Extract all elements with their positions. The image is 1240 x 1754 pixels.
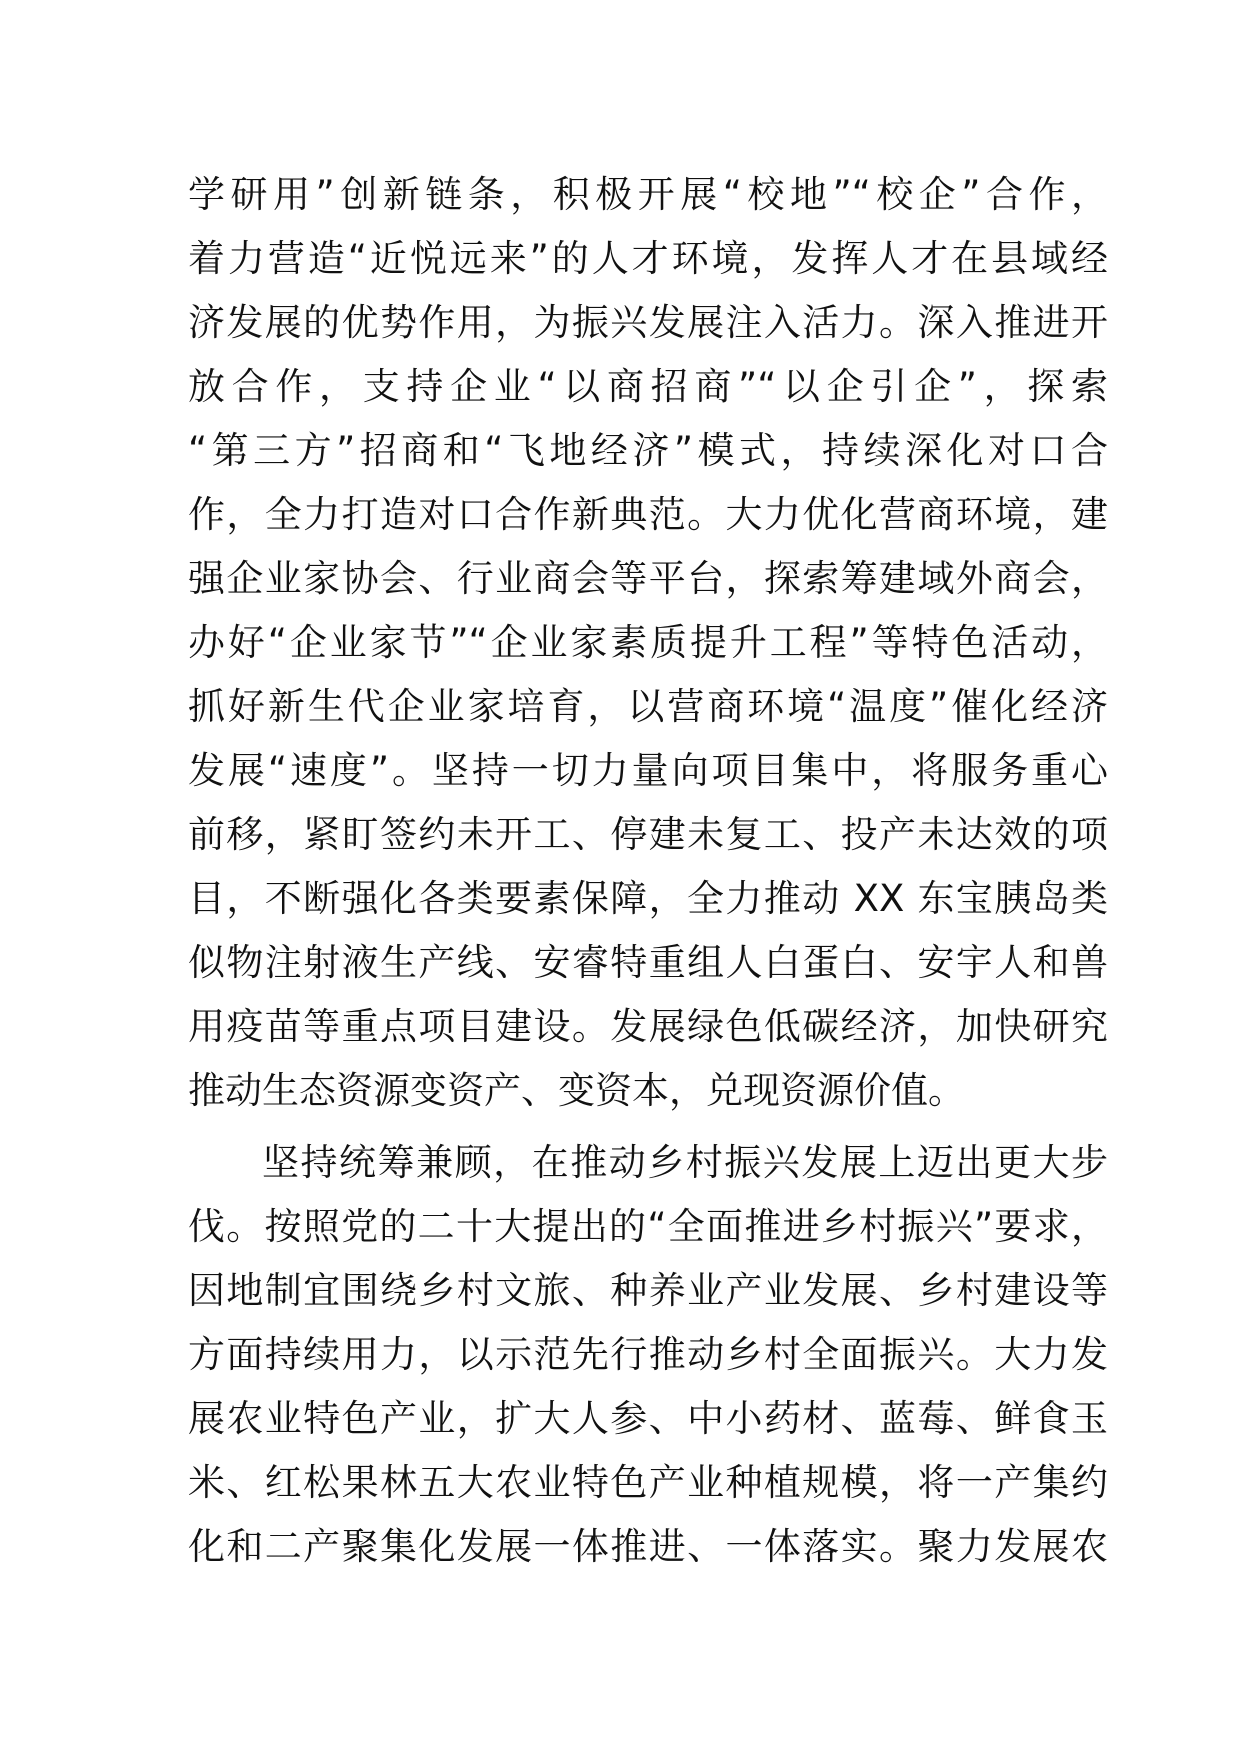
text-line: 作，全力打造对口合作新典范。大力优化营商环境，建 (188, 493, 1108, 536)
text-line: 坚持统筹兼顾，在推动乡村振兴发展上迈出更大步 (262, 1141, 1108, 1184)
text-line: 推动生态资源变资产、变资本，兑现资源价值。 (188, 1069, 965, 1112)
body-text (188, 163, 1108, 1579)
text-line: 济发展的优势作用，为振兴发展注入活力。深入推进开 (188, 301, 1108, 344)
text-line: 展农业特色产业，扩大人参、中小药材、蓝莓、鲜食玉 (188, 1397, 1108, 1440)
paragraph (188, 1131, 1108, 1579)
text-line: 强企业家协会、行业商会等平台，探索筹建域外商会， (188, 557, 1108, 600)
text-line: 米、红松果林五大农业特色产业种植规模，将一产集约 (188, 1461, 1108, 1504)
paragraph (188, 163, 1108, 1123)
text-line: “第三方”招商和“飞地经济”模式，持续深化对口合 (188, 429, 1108, 472)
text-line: 化和二产聚集化发展一体推进、一体落实。聚力发展农 (188, 1525, 1108, 1568)
text-line: 前移，紧盯签约未开工、停建未复工、投产未达效的项 (188, 813, 1108, 856)
text-line: 发展“速度”。坚持一切力量向项目集中，将服务重心 (188, 749, 1108, 792)
text-line: 因地制宜围绕乡村文旅、种养业产业发展、乡村建设等 (188, 1269, 1108, 1312)
text-line: 抓好新生代企业家培育，以营商环境“温度”催化经济 (188, 685, 1108, 728)
text-line: 学研用”创新链条，积极开展“校地”“校企”合作， (188, 173, 1108, 216)
text-line: 放合作，支持企业“以商招商”“以企引企”，探索 (188, 365, 1108, 408)
text-line: 着力营造“近悦远来”的人才环境，发挥人才在县域经 (188, 237, 1108, 280)
text-line: 办好“企业家节”“企业家素质提升工程”等特色活动， (188, 621, 1108, 664)
text-line: 方面持续用力，以示范先行推动乡村全面振兴。大力发 (188, 1333, 1108, 1376)
text-line: 伐。按照党的二十大提出的“全面推进乡村振兴”要求， (188, 1205, 1108, 1248)
text-line: 用疫苗等重点项目建设。发展绿色低碳经济，加快研究 (188, 1005, 1108, 1048)
text-line: 似物注射液生产线、安睿特重组人白蛋白、安宇人和兽 (188, 941, 1108, 984)
text-line: 目，不断强化各类要素保障，全力推动 XX 东宝胰岛类 (188, 877, 1108, 920)
